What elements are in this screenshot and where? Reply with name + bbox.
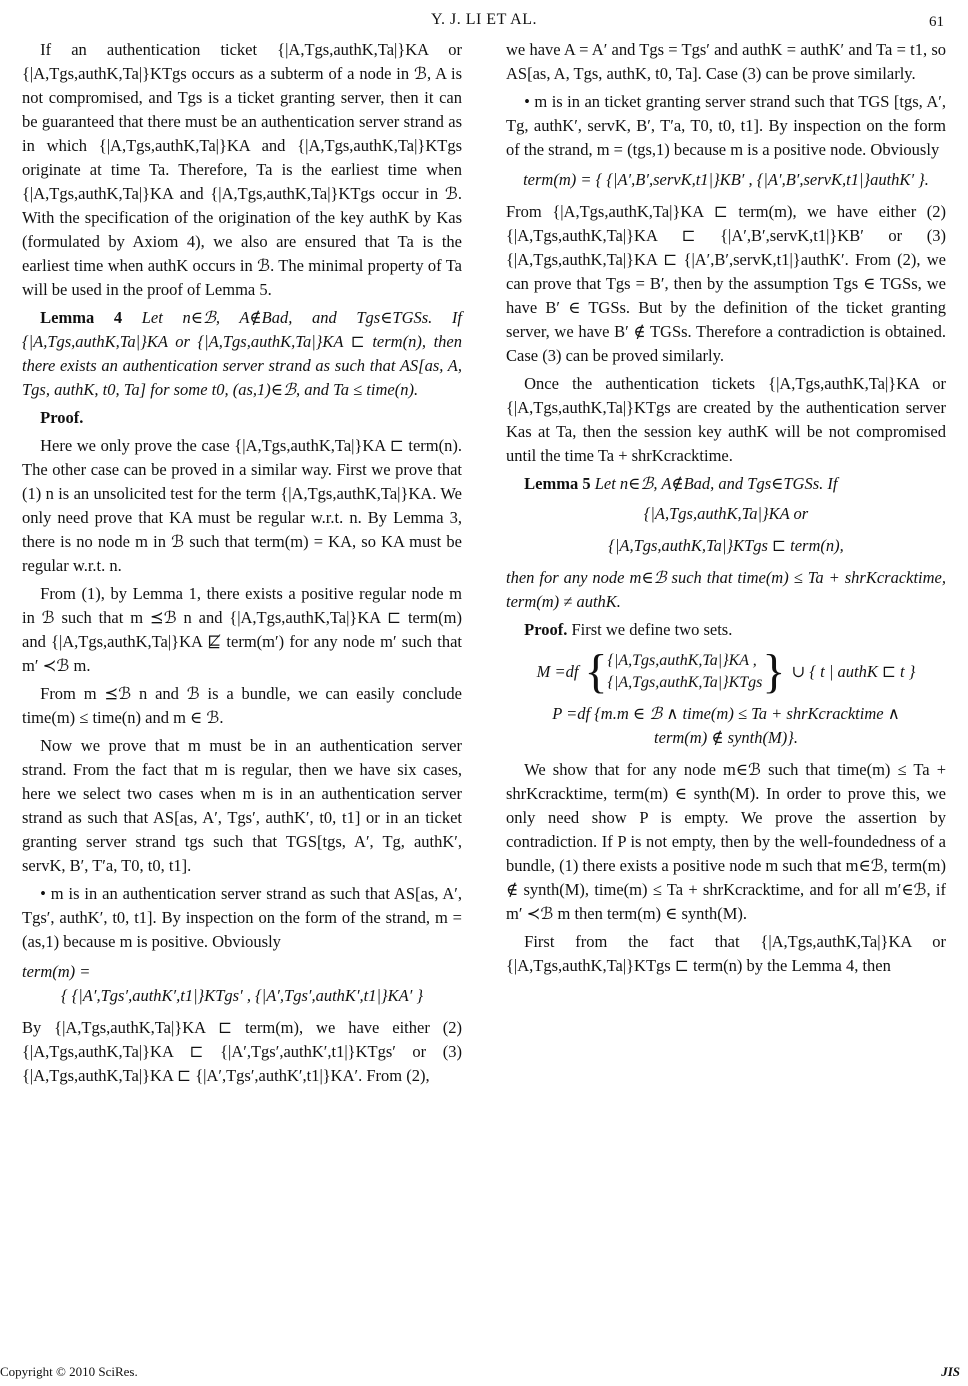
paragraph: From (1), by Lemma 1, there exists a positive regular node m in ℬ such that m ⪯ℬ n and {|A,Tgs,authK,Ta|}KA ⊏ term(m) and {|A,Tgs,authK,Ta|}KA ⋢ term(m′) for any node m′ such that m′ ≺ℬ m.: [22, 584, 462, 675]
paragraph: we have A = A′ and Tgs = Tgs′ and authK = authK′ and Ta = t1, so AS[as, A, Tgs, authK, t0, Ta]. Case (3) can be prove similarly.: [506, 40, 946, 83]
copyright-notice: Copyright © 2010 SciRes.: [0, 1364, 138, 1379]
equation-rhs: { {|A′,Tgs′,authK′,t1|}KTgs′ , {|A′,Tgs′,authK′,t1|}KA′ }: [60, 986, 424, 1005]
lemma-5-condition-b: {|A,Tgs,authK,Ta|}KTgs ⊏ term(n),: [608, 536, 844, 555]
page-footer: [0, 1360, 968, 1382]
left-brace-symbol: {: [584, 645, 608, 698]
paragraph: Here we only prove the case {|A,Tgs,authK,Ta|}KA ⊏ term(n). The other case can be proved in a similar way. First we prove that (1) n is an unsolicited test for the term {|A,Tgs,authK,Ta|}KA. We only need prove that KA must be regular w.r.t. n. By Lemma 3, there is no node m in ℬ such that term(m) = KA, so KA must be regular w.r.t. n.: [22, 436, 462, 575]
right-column: [506, 38, 946, 982]
lemma-4: [22, 306, 462, 402]
proof-heading: Proof.: [40, 408, 84, 427]
right-brace-symbol: }: [762, 645, 786, 698]
left-column: [22, 38, 462, 1092]
equation-term-m-tgs: term(m) = { {|A′,B′,servK,t1|}KB′ , {|A′,B′,servK,t1|}authK′ }.: [523, 170, 929, 189]
set-M-row: {|A,Tgs,authK,Ta|}KA ,: [607, 652, 757, 669]
lemma-5-conclusion: then for any node m∈ℬ such that time(m) ≤ Ta + shrKcracktime, term(m) ≠ authK.: [506, 568, 946, 611]
set-P-line: term(m) ∉ synth(M)}.: [654, 728, 798, 747]
set-M-rows: [608, 650, 763, 694]
journal-abbrev: JIS: [941, 1364, 960, 1379]
lemma-statement: Let n∈ℬ, A∉Bad, and Tgs∈TGSs. If: [594, 474, 838, 493]
paragraph: First from the fact that {|A,Tgs,authK,Ta|}KA or {|A,Tgs,authK,Ta|}KTgs ⊏ term(n) by the Lemma 4, then: [506, 932, 946, 975]
set-M-definition: [506, 645, 946, 698]
lemma-5: [506, 472, 946, 496]
paragraph: From {|A,Tgs,authK,Ta|}KA ⊏ term(m), we have either (2) {|A,Tgs,authK,Ta|}KA ⊏ {|A′,B′,servK,t1|}KB′ or (3) {|A,Tgs,authK,Ta|}KA ⊏ {|A′,B′,servK,t1|}authK′. From (2), we can prove that Tgs = B′, then by the assumption Tgs ∈ TGSs, we have B′ ∈ TGSs. But by the definition of the ticket granting server, we have B′ ∉ TGSs. Therefore a contradiction is obtained. Case (3) can be proved similarly.: [506, 202, 946, 365]
set-M-lhs: M =df: [536, 662, 579, 681]
running-head: Y. J. LI ET AL.: [430, 11, 538, 28]
bullet-case: • m is in an authentication server strand as such that AS[as, A′, Tgs′, authK′, t0, t1]. By inspection on the form of the strand, m = (as,1) because m is positive. Obviously: [22, 884, 462, 951]
lemma-statement: Let n∈ℬ, A∉Bad, and Tgs∈TGSs. If {|A,Tgs,authK,Ta|}KA or {|A,Tgs,authK,Ta|}KA ⊏ term(n), then there exists an authentication server strand as such that AS[as, A, Tgs, authK, t0, Ta] for some t0, (as,1)∈ℬ, and Ta ≤ time(n).: [22, 308, 463, 399]
paragraph: From m ⪯ℬ n and ℬ is a bundle, we can easily conclude time(m) ≤ time(n) and m ∈ ℬ.: [22, 684, 462, 727]
proof-heading: Proof.: [524, 620, 568, 639]
set-M-row: {|A,Tgs,authK,Ta|}KTgs: [607, 674, 763, 691]
paragraph: We show that for any node m∈ℬ such that time(m) ≤ Ta + shrKcracktime, term(m) ∈ synth(M). In order to prove this, we only need show P is empty. We prove the assertion by contradiction. If P is not empty, then by the well-foundedness of a bundle, (1) there exists a positive node m such that m∈ℬ, term(m) ∉ synth(M), time(m) ≤ Ta + shrKcracktime, and for all m′∈ℬ, if m′ ≺ℬ m then term(m) ∈ synth(M).: [506, 760, 946, 923]
set-P-definition: [506, 702, 946, 750]
page-header: [0, 8, 968, 32]
lemma-label: Lemma 4: [40, 308, 123, 327]
lemma-label: Lemma 5: [524, 474, 591, 493]
paragraph: Once the authentication tickets {|A,Tgs,authK,Ta|}KA or {|A,Tgs,authK,Ta|}KTgs are created by the authentication server Kas at Ta, then the session key authK will be not compromised until the time Ta + shrKcracktime.: [506, 374, 946, 465]
page-number: 61: [929, 14, 944, 30]
proof-text: First we define two sets.: [571, 620, 733, 639]
bullet-case: • m is in an ticket granting server strand such that TGS [tgs, A′, Tg, authK′, servK, B′, T′a, T0, t0, t1]. By inspection on the form of the strand, m = (tgs,1) because m is a positive node. Obviously: [506, 92, 946, 159]
set-M-tail: ∪ { t | authK ⊏ t }: [791, 662, 916, 681]
set-P-line: P =df {m.m ∈ ℬ ∧ time(m) ≤ Ta + shrKcracktime ∧: [552, 704, 900, 723]
equation-lhs: term(m) =: [22, 962, 91, 981]
paragraph: By {|A,Tgs,authK,Ta|}KA ⊏ term(m), we have either (2) {|A,Tgs,authK,Ta|}KA ⊏ {|A′,Tgs′,authK′,t1|}KTgs′ or (3) {|A,Tgs,authK,Ta|}KA ⊏ {|A′,Tgs′,authK′,t1|}KA′. From (2),: [22, 1018, 462, 1085]
proof-paragraph: [506, 618, 946, 642]
paragraph: If an authentication ticket {|A,Tgs,authK,Ta|}KA or {|A,Tgs,authK,Ta|}KTgs occurs as a subterm of a node in ℬ, A is not compromised, and Tgs is a ticket granting server, then it can be guaranteed that there must be an authentication server strand as in which {|A,Tgs,authK,Ta|}KA and {|A,Tgs,authK,Ta|}KTgs originate at time Ta. Therefore, Ta is the earliest time when {|A,Tgs,authK,Ta|}KA and {|A,Tgs,authK,Ta|}KTgs occur in ℬ. With the specification of the origination of the key authK by Kas (formulated by Axiom 4), we also are ensured that Ta is the earliest time when authK occurs in ℬ. The minimal property of Ta will be used in the proof of Lemma 5.: [22, 40, 462, 299]
paragraph: Now we prove that m must be in an authentication server strand. From the fact that m is regular, then we have six cases, here we select two cases when m is in an authentication server strand as such that AS[as, A′, Tgs′, authK′, t0, t1] or in an ticket granting server strand tgs such that TGS[tgs, A′, Tg, authK′, servK, B′, T′a, T0, t0, t1].: [22, 736, 462, 875]
lemma-5-condition-a: {|A,Tgs,authK,Ta|}KA or: [643, 504, 809, 523]
equation-term-m: [22, 960, 462, 1008]
